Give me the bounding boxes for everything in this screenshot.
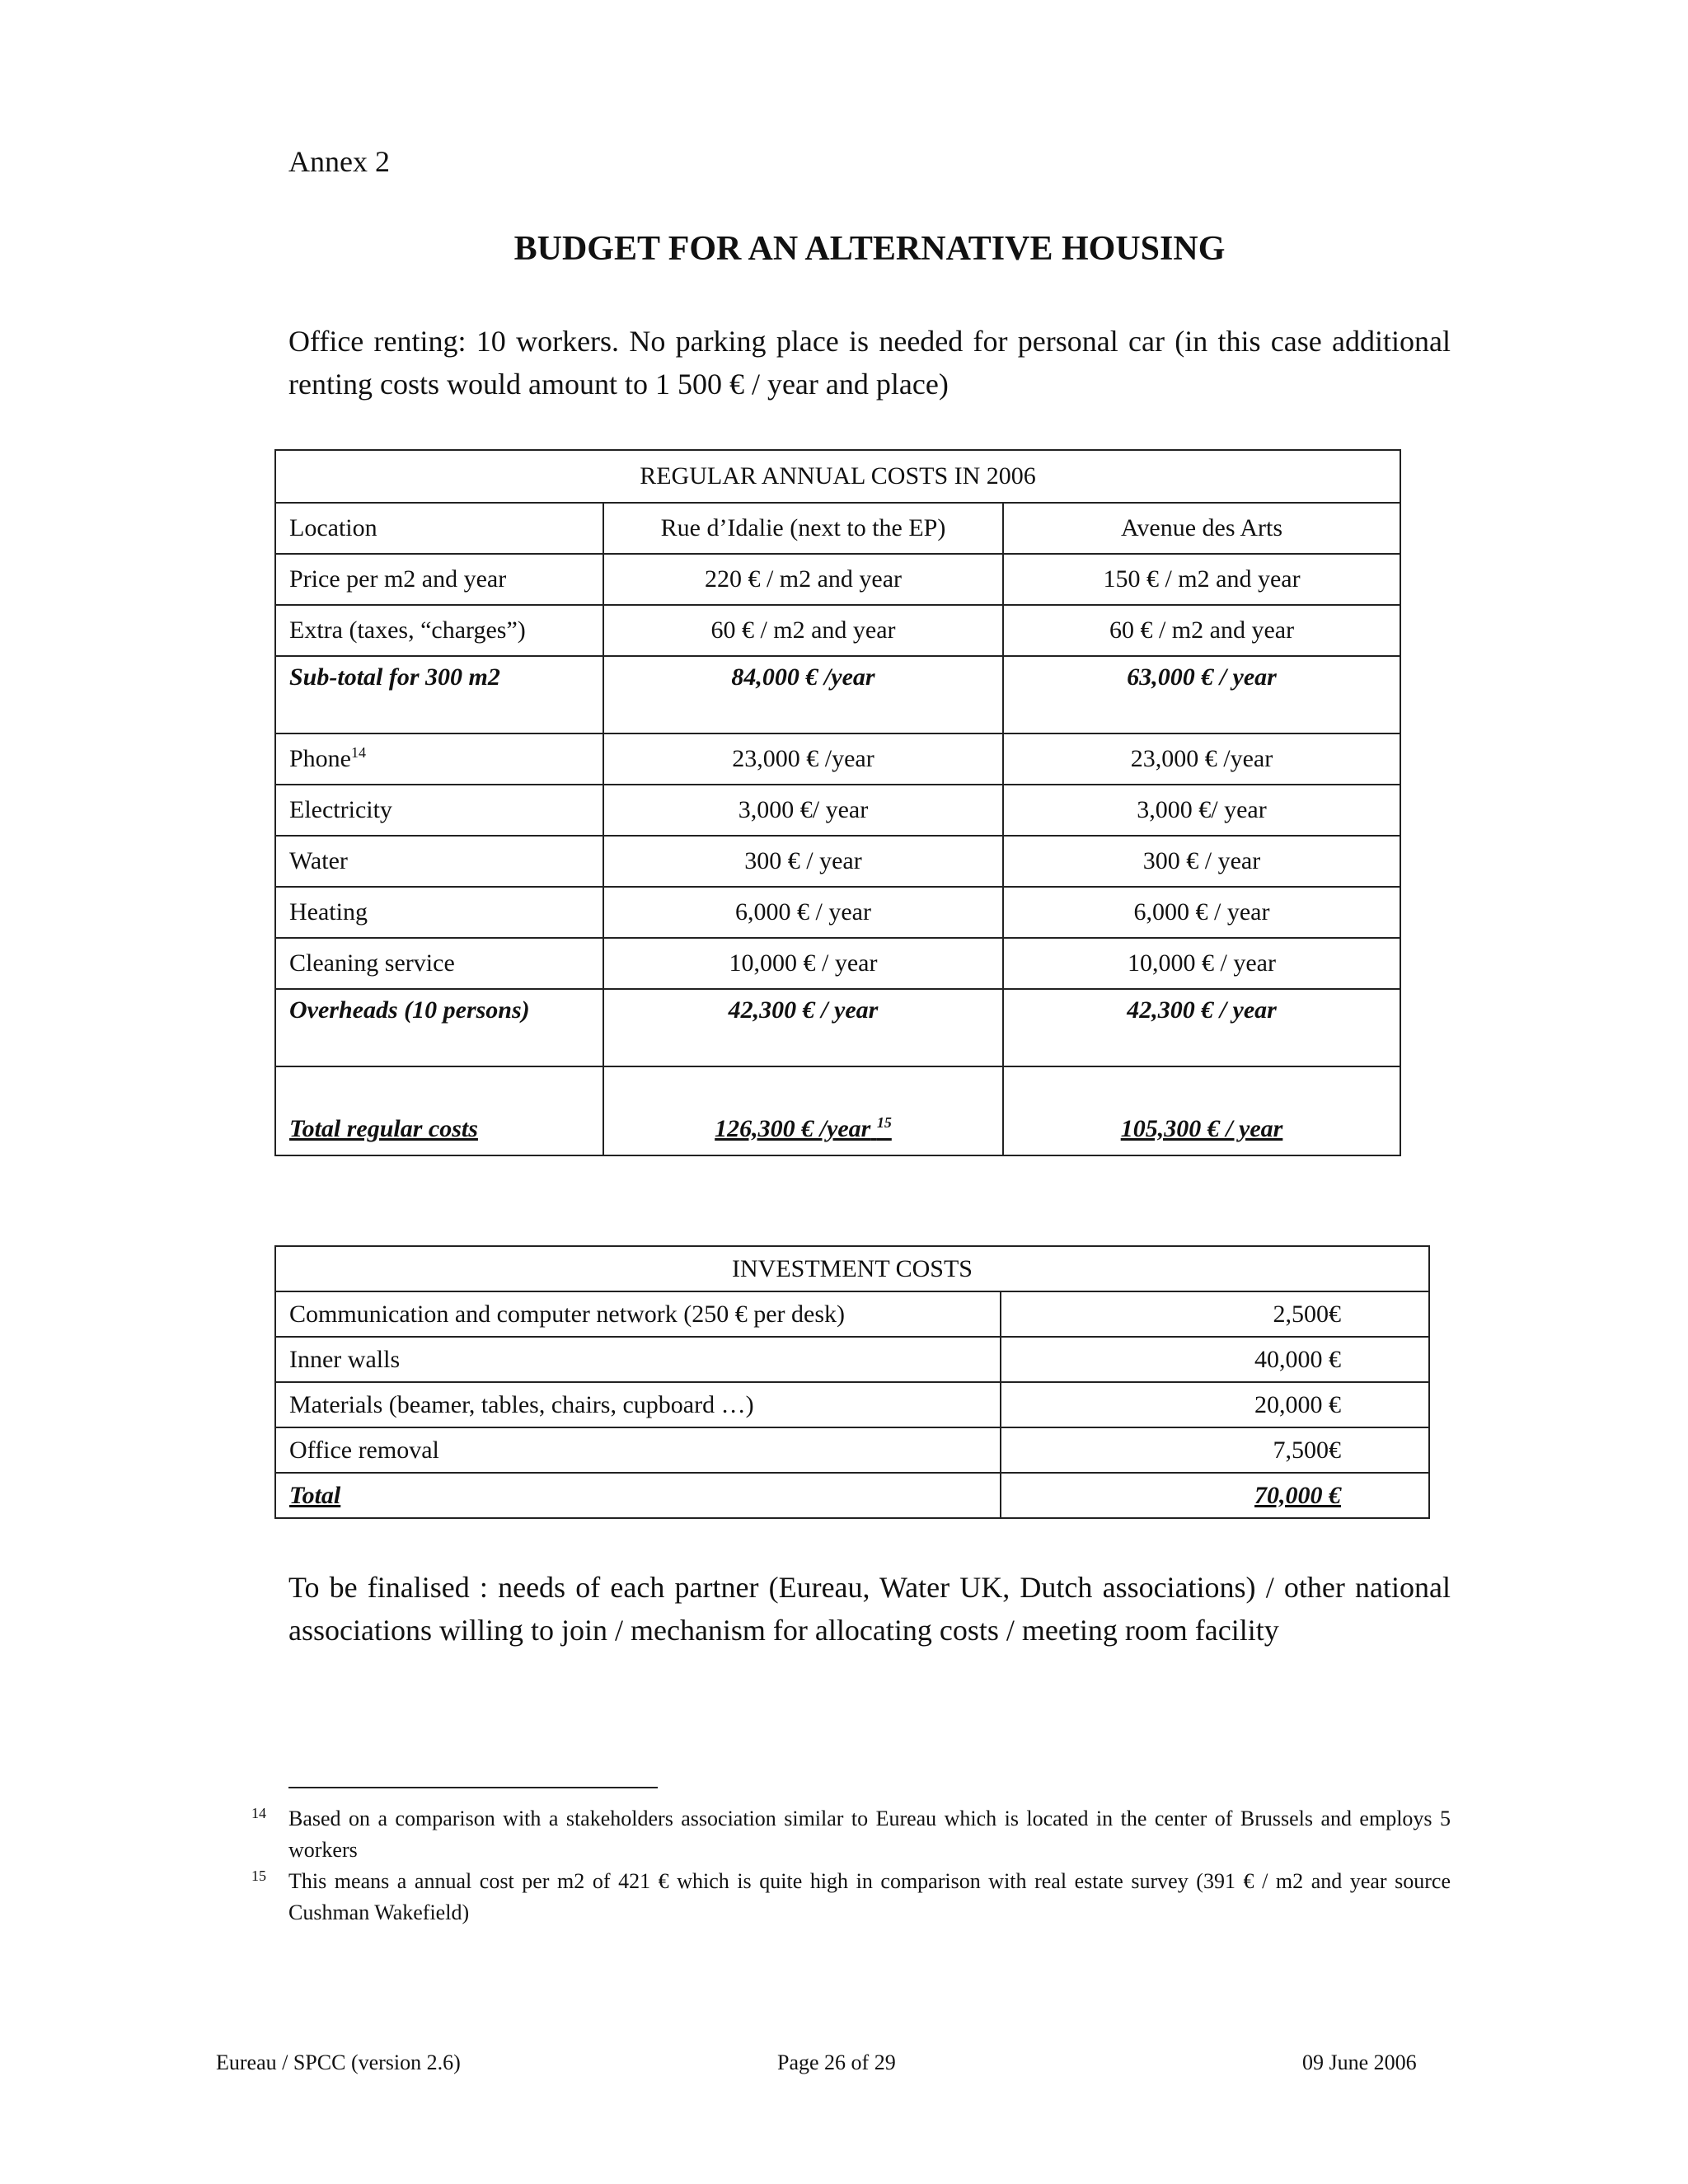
row-label: Water xyxy=(275,836,603,887)
subtotal-value: 63,000 € / year xyxy=(1003,656,1400,733)
cell-value: 300 € / year xyxy=(603,836,1003,887)
page-number: Page 26 of 29 xyxy=(777,2050,896,2074)
total-amount: 70,000 € xyxy=(1001,1473,1429,1518)
table-row xyxy=(275,938,1400,989)
investment-costs-header: INVESTMENT COSTS xyxy=(275,1246,1429,1291)
intro-paragraph: Office renting: 10 workers. No parking place is needed for personal car (in this case additional renting costs would amount to 1 500 € / year and place) xyxy=(288,325,1451,401)
footnote-mark: 15 xyxy=(251,1868,266,1884)
phone-label: Phone xyxy=(289,745,351,772)
table-row xyxy=(275,1382,1429,1427)
footer-date: 09 June 2006 xyxy=(1302,2050,1417,2074)
table-header-row xyxy=(275,1246,1429,1291)
footnote-separator xyxy=(288,1787,658,1788)
cell-amount: 2,500€ xyxy=(1001,1291,1429,1337)
row-label: Extra (taxes, “charges”) xyxy=(275,605,603,656)
regular-costs-header: REGULAR ANNUAL COSTS IN 2006 xyxy=(275,450,1400,503)
annex-label: Annex 2 xyxy=(288,145,390,178)
total-value xyxy=(603,1066,1003,1155)
cell-amount: 20,000 € xyxy=(1001,1382,1429,1427)
cell-value: 23,000 € /year xyxy=(603,733,1003,785)
table-row xyxy=(275,605,1400,656)
cell-amount: 7,500€ xyxy=(1001,1427,1429,1473)
table-row xyxy=(275,836,1400,887)
subtotal-label: Sub-total for 300 m2 xyxy=(275,656,603,733)
footnote-mark: 14 xyxy=(251,1805,266,1821)
cell-value: 300 € / year xyxy=(1003,836,1400,887)
subtotal-row xyxy=(275,656,1400,733)
cell-value: 60 € / m2 and year xyxy=(1003,605,1400,656)
location-label: Location xyxy=(275,503,603,554)
row-label: Price per m2 and year xyxy=(275,554,603,605)
footer-left: Eureau / SPCC (version 2.6) xyxy=(216,2050,461,2074)
cell-value: 150 € / m2 and year xyxy=(1003,554,1400,605)
table-row xyxy=(275,785,1400,836)
footnote-text: This means a annual cost per m2 of 421 € which is quite high in comparison with real estate survey (391 € / m2 and year source Cushman Wakefield) xyxy=(288,1869,1451,1924)
cell-value: 10,000 € / year xyxy=(1003,938,1400,989)
cell-value: 3,000 €/ year xyxy=(603,785,1003,836)
overheads-row xyxy=(275,989,1400,1066)
total-label: Total xyxy=(275,1473,1001,1518)
footnote-ref: 15 xyxy=(876,1114,892,1131)
total-row xyxy=(275,1066,1400,1155)
cell-value: 3,000 €/ year xyxy=(1003,785,1400,836)
cell-value: 6,000 € / year xyxy=(1003,887,1400,938)
table-row xyxy=(275,1427,1429,1473)
cell-value: 6,000 € / year xyxy=(603,887,1003,938)
column-header-avenue-des-arts: Avenue des Arts xyxy=(1003,503,1400,554)
cell-amount: 40,000 € xyxy=(1001,1337,1429,1382)
row-label: Materials (beamer, tables, chairs, cupboard …) xyxy=(275,1382,1001,1427)
overheads-value: 42,300 € / year xyxy=(603,989,1003,1066)
cell-value: 10,000 € / year xyxy=(603,938,1003,989)
row-label xyxy=(275,733,603,785)
table-row xyxy=(275,554,1400,605)
investment-costs-table xyxy=(274,1245,1430,1519)
subtotal-value: 84,000 € /year xyxy=(603,656,1003,733)
table-row xyxy=(275,733,1400,785)
row-label: Inner walls xyxy=(275,1337,1001,1382)
total-label: Total regular costs xyxy=(275,1066,603,1155)
cell-value: 23,000 € /year xyxy=(1003,733,1400,785)
column-header-rue-didalie: Rue d’Idalie (next to the EP) xyxy=(603,503,1003,554)
table-row xyxy=(275,1291,1429,1337)
row-label: Communication and computer network (250 € per desk) xyxy=(275,1291,1001,1337)
document-title: BUDGET FOR AN ALTERNATIVE HOUSING xyxy=(513,230,1226,268)
table-header-row xyxy=(275,450,1400,503)
row-label: Office removal xyxy=(275,1427,1001,1473)
footnote-text: Based on a comparison with a stakeholders association similar to Eureau which is located in the center of Brussels and employs 5 workers xyxy=(288,1807,1451,1862)
total-row xyxy=(275,1473,1429,1518)
closing-paragraph: To be finalised : needs of each partner (Eureau, Water UK, Dutch associations) / other national associations willing to join / mechanism for allocating costs / meeting room facility xyxy=(288,1571,1451,1647)
overheads-label: Overheads (10 persons) xyxy=(275,989,603,1066)
row-label: Electricity xyxy=(275,785,603,836)
footnote-ref: 14 xyxy=(351,744,366,761)
cell-value: 60 € / m2 and year xyxy=(603,605,1003,656)
row-label: Heating xyxy=(275,887,603,938)
table-row xyxy=(275,503,1400,554)
table-row xyxy=(275,887,1400,938)
row-label: Cleaning service xyxy=(275,938,603,989)
overheads-value: 42,300 € / year xyxy=(1003,989,1400,1066)
total-value: 105,300 € / year xyxy=(1003,1066,1400,1155)
cell-value: 220 € / m2 and year xyxy=(603,554,1003,605)
total-value-text: 126,300 € /year xyxy=(715,1115,871,1142)
table-row xyxy=(275,1337,1429,1382)
regular-costs-table xyxy=(274,449,1401,1156)
